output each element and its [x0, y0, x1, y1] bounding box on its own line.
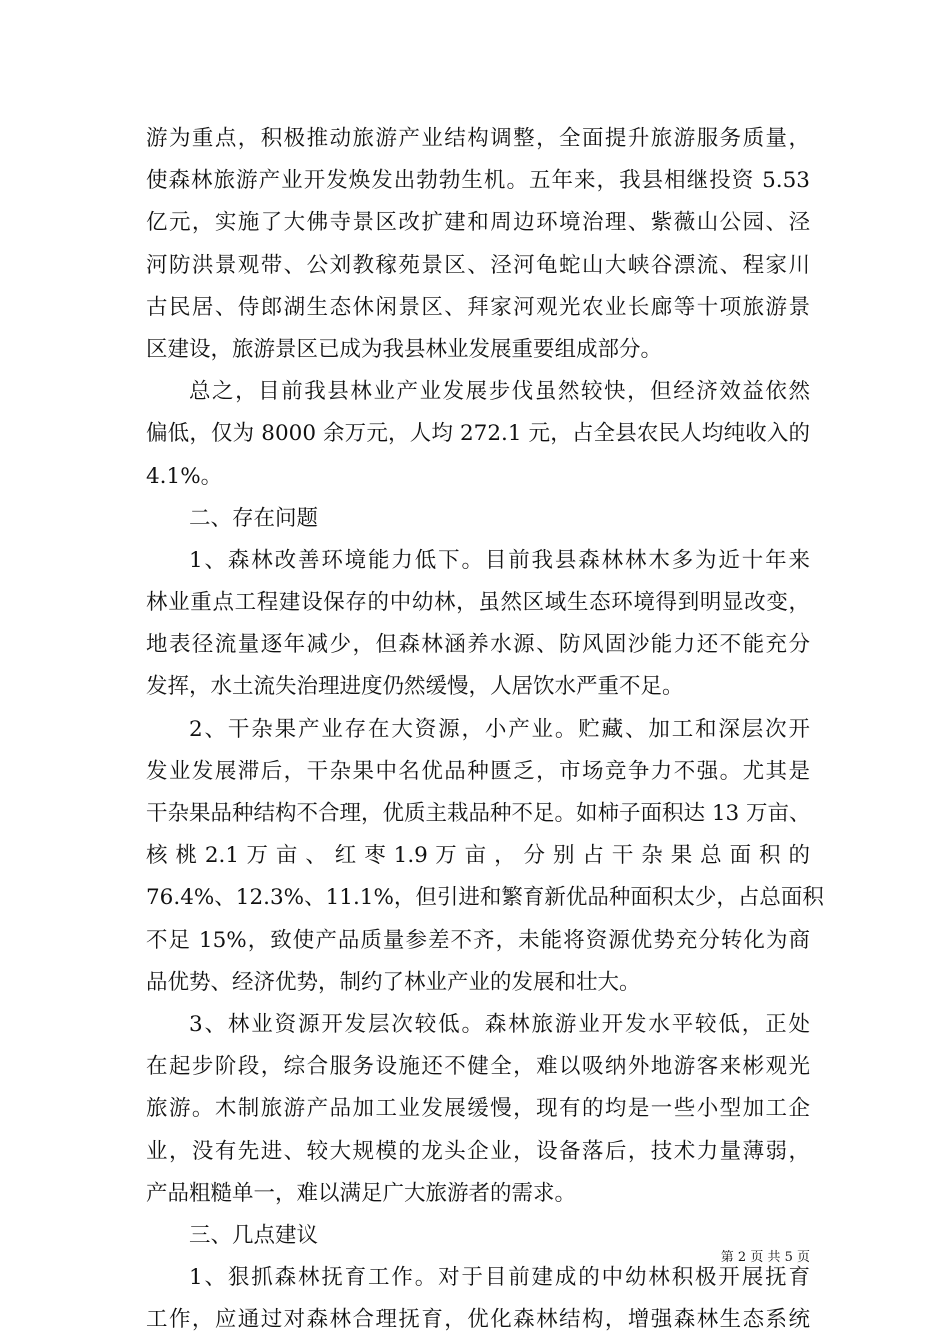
text-line: 品优势、经济优势，制约了林业产业的发展和壮大。 [146, 969, 641, 995]
text-line: 游为重点，积极推动旅游产业结构调整，全面提升旅游服务质量， [146, 126, 810, 151]
document-body [146, 118, 824, 1341]
text-line: 3、林业资源开发层次较低。森林旅游业开发水平较低，正处 [189, 1011, 810, 1037]
text-line: 林业重点工程建设保存的中幼林，虽然区域生态环境得到明显改变， [146, 590, 810, 616]
text-line: 区建设，旅游景区已成为我县林业发展重要组成部分。 [146, 336, 663, 362]
text-line: 二、存在问题 [189, 505, 319, 531]
text-line: 地表径流量逐年减少，但森林涵养水源、防风固沙能力还不能充分 [146, 632, 810, 658]
text-line: 古民居、侍郎湖生态休闲景区、拜家河观光农业长廊等十项旅游景 [146, 294, 810, 320]
text-line: 76.4%、12.3%、11.1%，但引进和繁育新优品种面积太少，占总面积 [146, 885, 824, 911]
text-line: 产品粗糙单一，难以满足广大旅游者的需求。 [146, 1180, 577, 1206]
text-line: 不足 15%，致使产品质量参差不齐，未能将资源优势充分转化为商 [146, 927, 810, 953]
page-number-footer: 第 2 页 共 5 页 [720, 1250, 810, 1265]
text-line: 干杂果品种结构不合理，优质主栽品种不足。如柿子面积达 13 万亩、 [146, 801, 811, 826]
text-line: 旅游。木制旅游产品加工业发展缓慢，现有的均是一些小型加工企 [146, 1096, 810, 1122]
text-line: 河防洪景观带、公刘教稼苑景区、泾河龟蛇山大峡谷漂流、程家川 [146, 252, 810, 278]
text-line: 使森林旅游产业开发焕发出勃勃生机。五年来，我县相继投资 5.53 [146, 168, 810, 194]
text-line: 偏低，仅为 8000 余万元，人均 272.1 元，占全县农民人均纯收入的 [146, 421, 810, 447]
text-line: 2、干杂果产业存在大资源，小产业。贮藏、加工和深层次开 [189, 716, 810, 742]
text-line: 1、森林改善环境能力低下。目前我县森林林木多为近十年来 [189, 547, 810, 573]
text-line: 发业发展滞后，干杂果中名优品种匮乏，市场竞争力不强。尤其是 [146, 758, 810, 784]
text-line: 核 桃 2.1 万 亩 、 红 枣 1.9 万 亩 ， 分 别 占 干 杂 果 总 面 积 的 [146, 843, 810, 869]
text-line: 4.1%。 [146, 463, 223, 489]
text-line: 发挥，水土流失治理进度仍然缓慢，人居饮水严重不足。 [146, 674, 684, 700]
text-line: 在起步阶段，综合服务设施还不健全，难以吸纳外地游客来彬观光 [146, 1054, 810, 1080]
text-line: 业，没有先进、较大规模的龙头企业，设备落后，技术力量薄弱， [146, 1138, 810, 1164]
text-line: 工作，应通过对森林合理抚育，优化森林结构，增强森林生态系统 [146, 1307, 810, 1333]
text-line: 总之，目前我县林业产业发展步伐虽然较快，但经济效益依然 [189, 379, 810, 405]
text-line: 1、狠抓森林抚育工作。对于目前建成的中幼林积极开展抚育 [189, 1265, 810, 1291]
text-line: 三、几点建议 [189, 1222, 319, 1248]
text-line: 亿元，实施了大佛寺景区改扩建和周边环境治理、紫薇山公园、泾 [146, 210, 810, 236]
